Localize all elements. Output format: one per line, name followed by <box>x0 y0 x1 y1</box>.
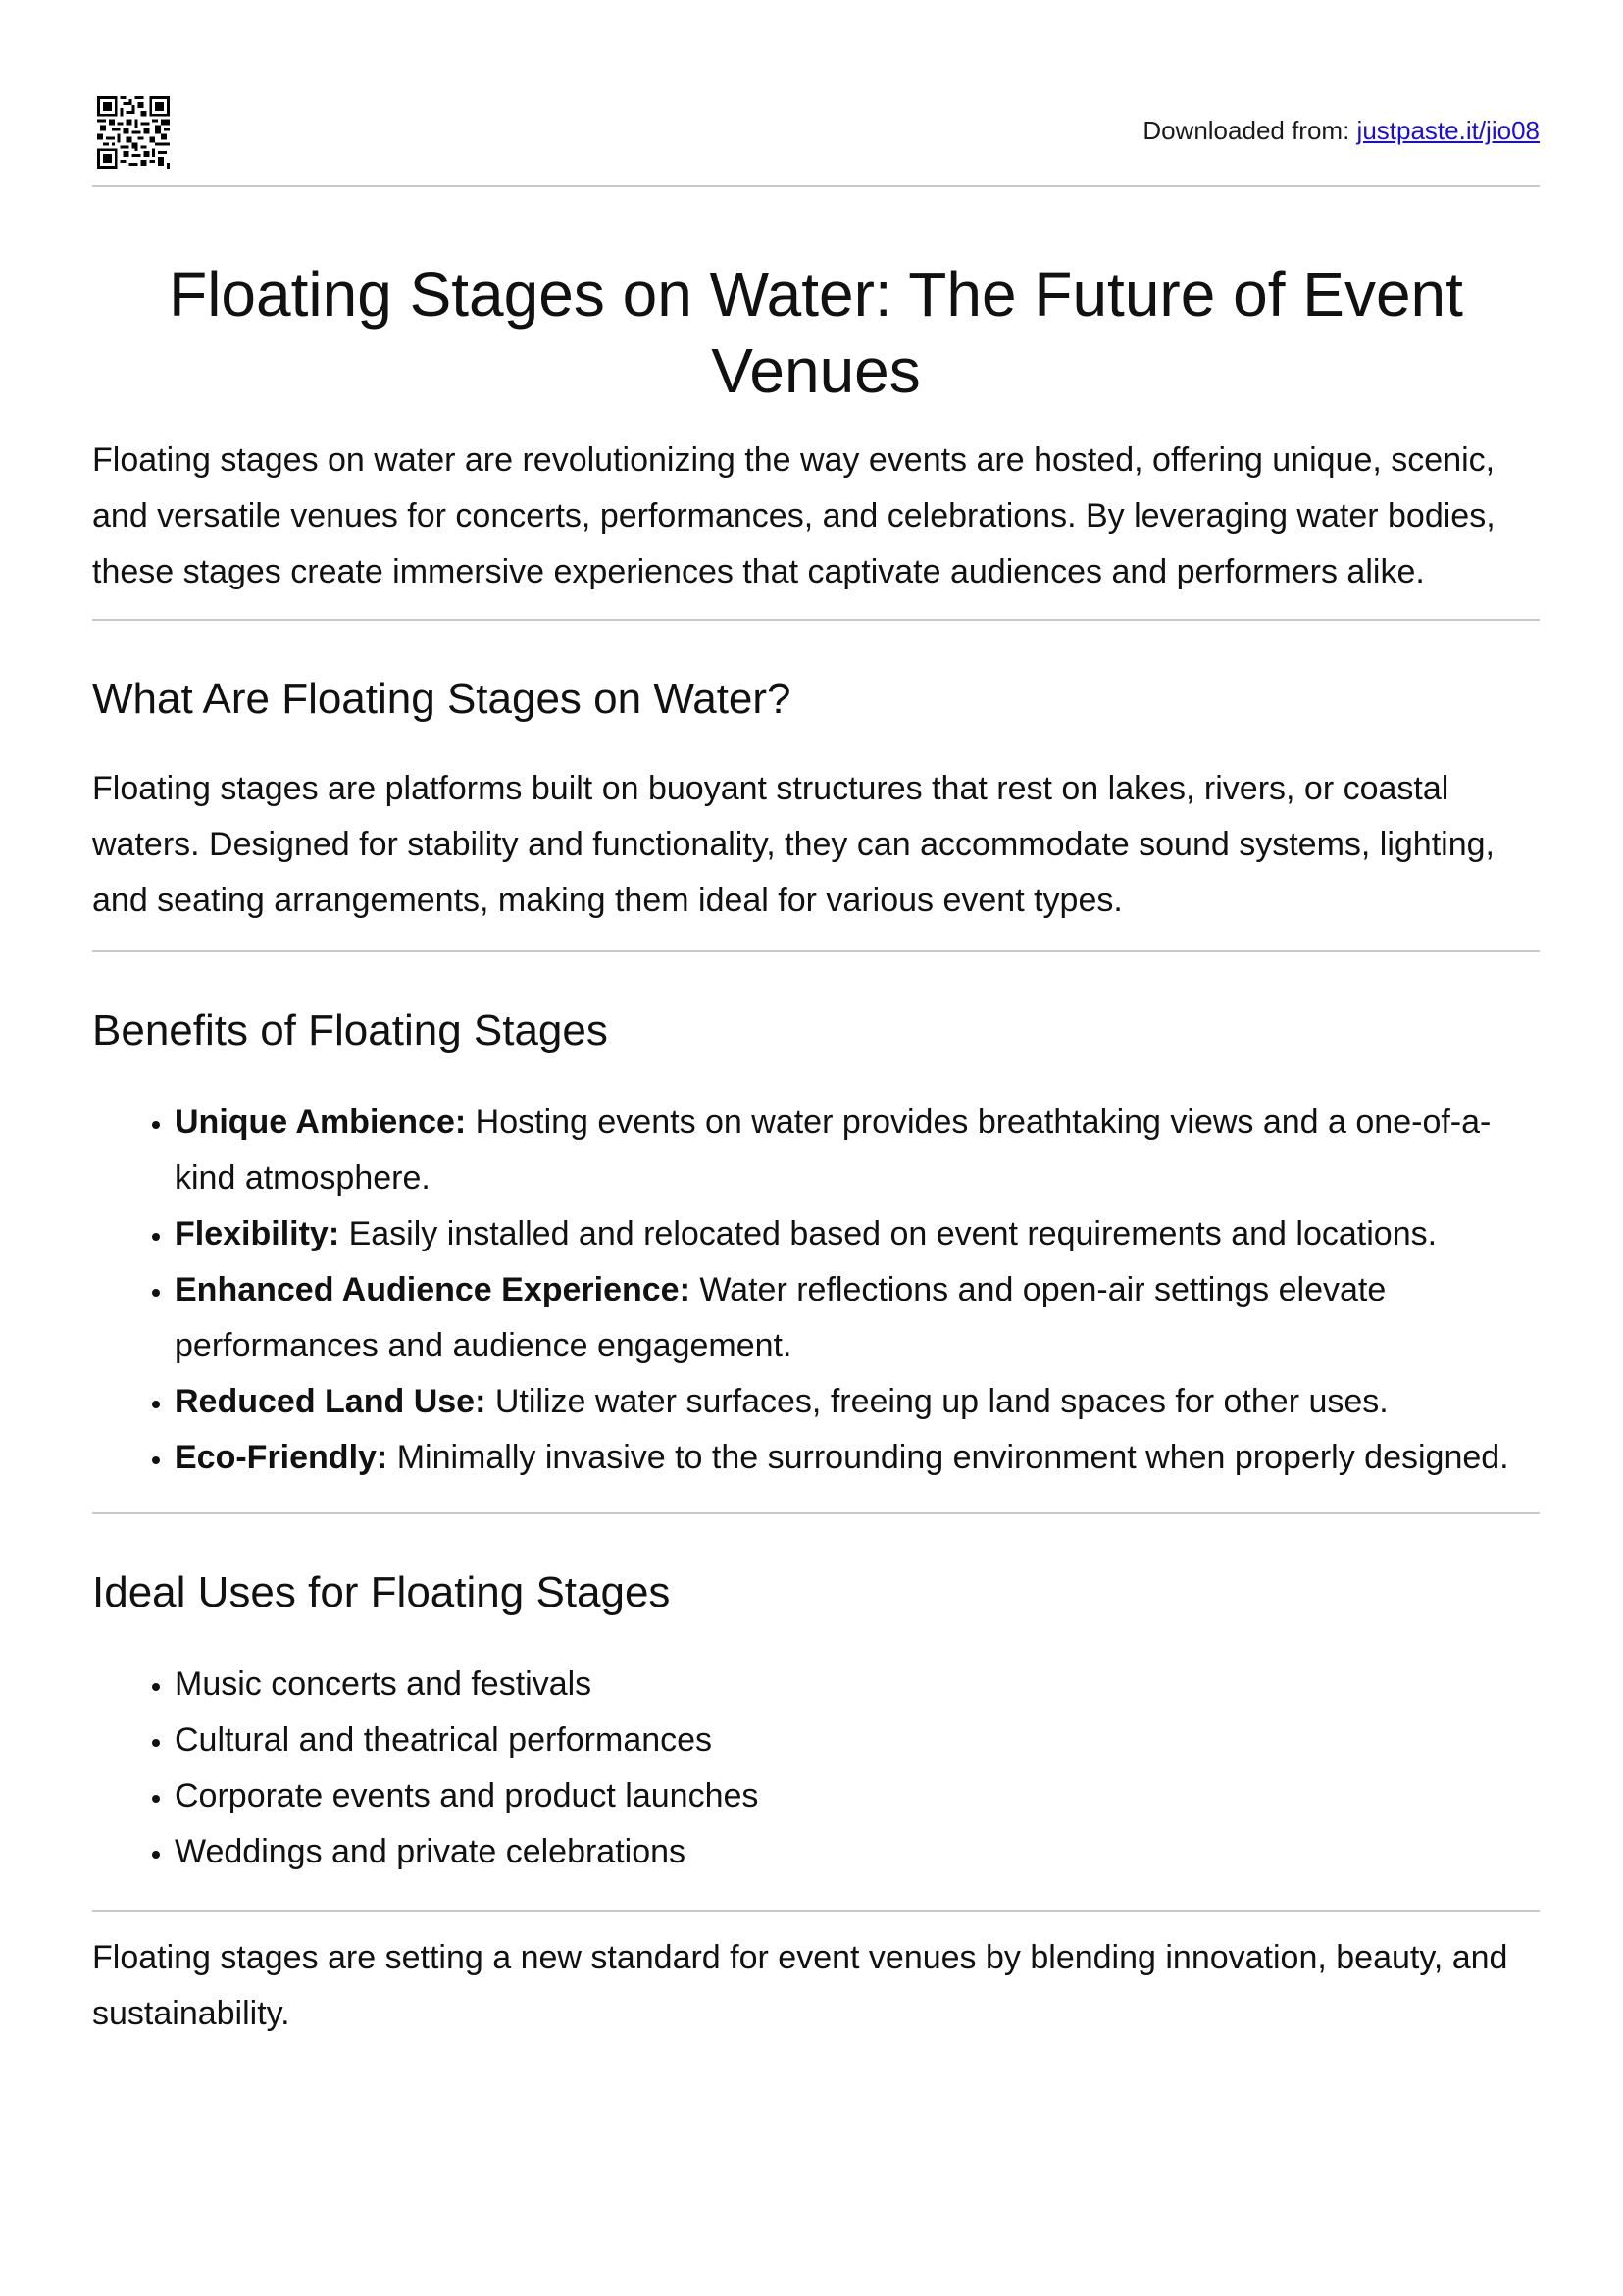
list-item <box>175 1374 1540 1430</box>
list-item <box>175 1206 1540 1262</box>
list-item-text: Water reflections and open-air settings elevate performances and audience engagement. <box>175 1271 1387 1364</box>
section-heading-what: What Are Floating Stages on Water? <box>92 675 791 723</box>
list-item-term: Enhanced Audience Experience: <box>175 1271 690 1308</box>
list-item-text: Utilize water surfaces, freeing up land spaces for other uses. <box>485 1383 1389 1420</box>
list-item: • Music concerts and festivals <box>175 1657 1540 1712</box>
source-line <box>1142 116 1540 146</box>
list-item-text: Hosting events on water provides breathtaking views and a one-of-a-kind atmosphere. <box>175 1103 1492 1197</box>
benefits-list <box>92 1095 1540 1512</box>
intro-paragraph: Floating stages on water are revolutionizing the way events are hosted, offering unique, scenic, and versatile venues for concerts, performances, and celebrations. By leveraging water bodies, these stages create immersive experiences that captivate audiences and performers alike. <box>92 441 1496 590</box>
document-page <box>92 0 1540 2042</box>
source-label: Downloaded from: <box>1142 116 1357 145</box>
list-item-text: Easily installed and relocated based on event requirements and locations. <box>339 1215 1438 1252</box>
divider <box>92 619 1540 621</box>
divider <box>92 1512 1540 1514</box>
section-heading-uses: Ideal Uses for Floating Stages <box>92 1568 671 1616</box>
list-item-text: Minimally invasive to the surrounding environment when properly designed. <box>387 1439 1509 1476</box>
section-body-what: Floating stages are platforms built on buoyant structures that rest on lakes, rivers, or coastal waters. Designed for stability and functionality, they can accommodate sound systems, lighting, and seating arrangements, making them ideal for various event types. <box>92 770 1495 919</box>
list-item <box>175 1262 1540 1374</box>
list-item <box>175 1430 1540 1486</box>
list-item: • Corporate events and product launches <box>175 1768 1540 1824</box>
list-item: • Weddings and private celebrations <box>175 1824 1540 1880</box>
list-item-term: Unique Ambience: <box>175 1103 467 1141</box>
divider <box>92 950 1540 952</box>
list-item-term: Flexibility: <box>175 1215 340 1252</box>
divider <box>92 1910 1540 1912</box>
closing-paragraph: Floating stages are setting a new standard for event venues by blending innovation, beauty, and sustainability. <box>92 1939 1508 2032</box>
page-title: Floating Stages on Water: The Future of Event Venues <box>169 259 1463 406</box>
list-item-term: Eco-Friendly: <box>175 1439 388 1476</box>
page-header <box>92 0 1540 187</box>
source-link[interactable]: justpaste.it/jio08 <box>1356 116 1540 145</box>
list-item: • Cultural and theatrical performances <box>175 1712 1540 1768</box>
list-item-term: Reduced Land Use: <box>175 1383 486 1420</box>
list-item <box>175 1095 1540 1206</box>
qr-code-icon <box>97 96 170 169</box>
section-heading-benefits: Benefits of Floating Stages <box>92 1006 608 1054</box>
uses-list <box>92 1657 1540 1910</box>
